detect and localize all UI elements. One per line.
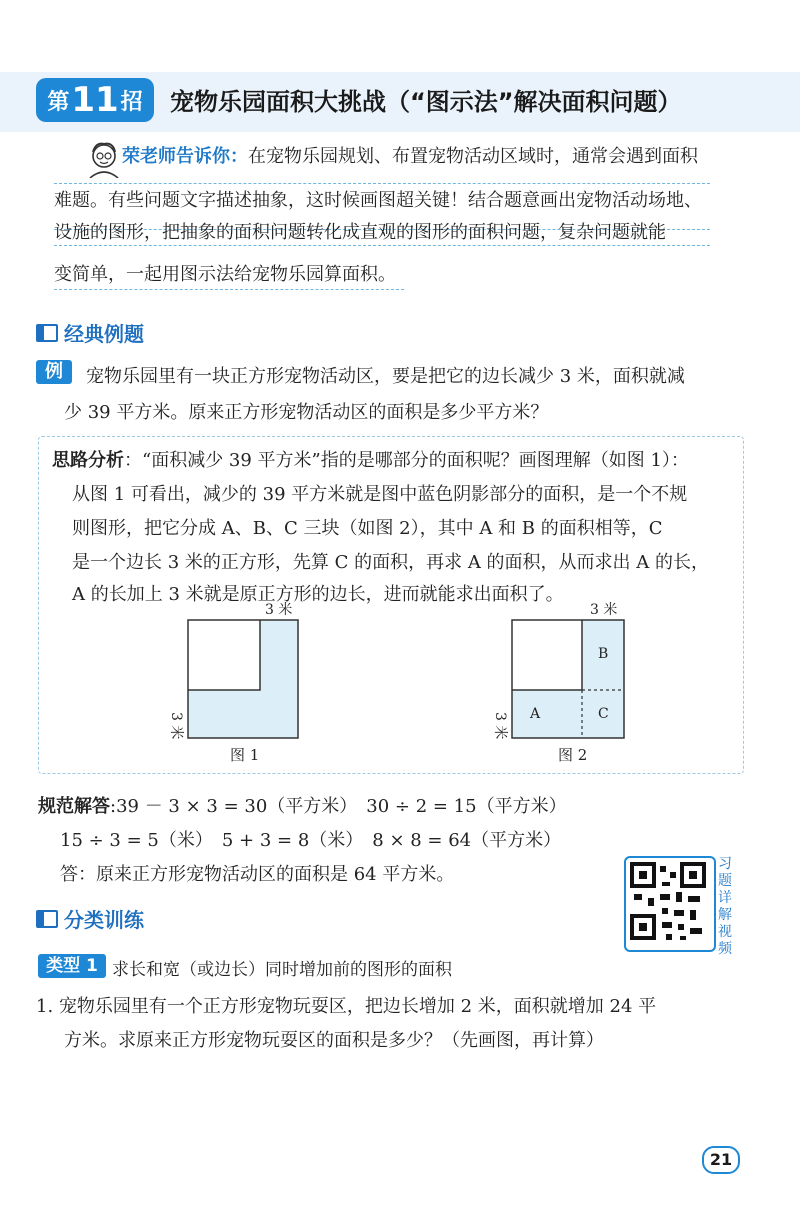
tip-first-line <box>122 142 698 168</box>
tip-underline-1 <box>54 182 710 184</box>
teacher-avatar-icon <box>84 138 124 178</box>
analysis-line-2: 则图形，把它分成 A、B、C 三块（如图 2），其中 A 和 B 的面积相等，C <box>72 518 663 539</box>
tip-underline-4 <box>54 288 404 290</box>
tip-label: 荣老师告诉你： <box>122 146 248 167</box>
page-title: 宠物乐园面积大挑战（“图示法”解决面积问题） <box>170 88 682 116</box>
section-heading-training <box>36 904 144 933</box>
question-1-line-2: 方米。求原来正方形宠物玩耍区的面积是多少？（先画图，再计算） <box>64 1030 604 1051</box>
figure-2-side-label: 3 米 <box>492 712 508 740</box>
example-line-2: 少 39 平方米。原来正方形宠物活动区的面积是多少平方米？ <box>64 402 549 423</box>
analysis-first-line <box>52 446 689 472</box>
figure-2-top-label: 3 米 <box>590 602 618 618</box>
figure-2 <box>486 600 646 768</box>
analysis-line-3: 是一个边长 3 米的正方形，先算 C 的面积，再求 A 的面积，从而求出 A 的长， <box>72 552 709 573</box>
figure-2-inner-square <box>512 620 582 690</box>
book-icon <box>36 910 58 928</box>
tip-line-2: 难题。有些问题文字描述抽象，这时候画图超关键！结合题意画出宠物活动场地、 <box>54 190 702 211</box>
analysis-line-1: 从图 1 可看出，减少的 39 平方米就是图中蓝色阴影部分的面积，是一个不规 <box>72 484 688 505</box>
question-1-line-1: 1. 宠物乐园里有一个正方形宠物玩耍区，把边长增加 2 米，面积就增加 24 平 <box>36 996 657 1017</box>
section-heading-training-text: 分类训练 <box>64 908 144 932</box>
figure-1-inner-square <box>188 620 260 690</box>
analysis-line-0: ：“面积减少 39 平方米”指的是哪部分的面积呢？画图理解（如图 1）： <box>124 450 689 471</box>
figure-1-caption: 图 1 <box>230 746 260 764</box>
section-heading-examples-text: 经典例题 <box>64 322 144 346</box>
qr-pattern-icon <box>626 858 710 946</box>
figure-2-label-a: A <box>530 706 541 722</box>
solution-line-1-text: :39 － 3 × 3 = 30（平方米） 30 ÷ 2 = 15（平方米） <box>110 796 567 817</box>
figure-2-label-c: C <box>598 706 609 722</box>
badge-number: 11 <box>71 80 119 120</box>
example-line-1: 宠物乐园里有一块正方形宠物活动区，要是把它的边长减少 3 米，面积就减 <box>86 366 685 387</box>
solution-line-2: 15 ÷ 3 = 5（米） 5 + 3 = 8（米） 8 × 8 = 64（平方米） <box>60 830 562 851</box>
section-heading-examples <box>36 318 144 347</box>
type-title: 求长和宽（或边长）同时增加前的图形的面积 <box>112 960 452 980</box>
qr-code[interactable] <box>624 856 716 952</box>
figure-1-shade-bottom <box>188 690 298 738</box>
tip-underline-3 <box>54 244 710 246</box>
qr-caption: 习题详解视频 <box>718 856 732 957</box>
figure-1-top-label: 3 米 <box>265 602 293 618</box>
figure-2-label-b: B <box>598 646 609 662</box>
analysis-line-4: A 的长加上 3 米就是原正方形的边长，进而就能求出面积了。 <box>72 584 564 605</box>
type-badge: 类型 1 <box>38 954 106 978</box>
badge-prefix: 第 <box>47 89 70 115</box>
solution-answer: 答：原来正方形宠物活动区的面积是 64 平方米。 <box>60 864 455 885</box>
solution-label: 规范解答 <box>38 796 110 817</box>
figure-2-caption: 图 2 <box>558 746 588 764</box>
tip-line-4: 变简单，一起用图示法给宠物乐园算面积。 <box>54 264 396 285</box>
analysis-label: 思路分析 <box>52 450 124 471</box>
figure-1 <box>160 600 320 768</box>
tip-line-3: 设施的图形，把抽象的面积问题转化成直观的图形的面积问题，复杂问题就能 <box>54 222 666 243</box>
book-icon <box>36 324 58 342</box>
figure-1-side-label: 3 米 <box>168 712 184 740</box>
tip-line-1: 在宠物乐园规划、布置宠物活动区域时，通常会遇到面积 <box>248 146 698 167</box>
badge-suffix: 招 <box>120 89 143 115</box>
page-number: 21 <box>702 1146 740 1174</box>
chapter-badge <box>36 78 154 122</box>
example-badge: 例 <box>36 360 72 384</box>
solution-line-1 <box>38 792 567 818</box>
